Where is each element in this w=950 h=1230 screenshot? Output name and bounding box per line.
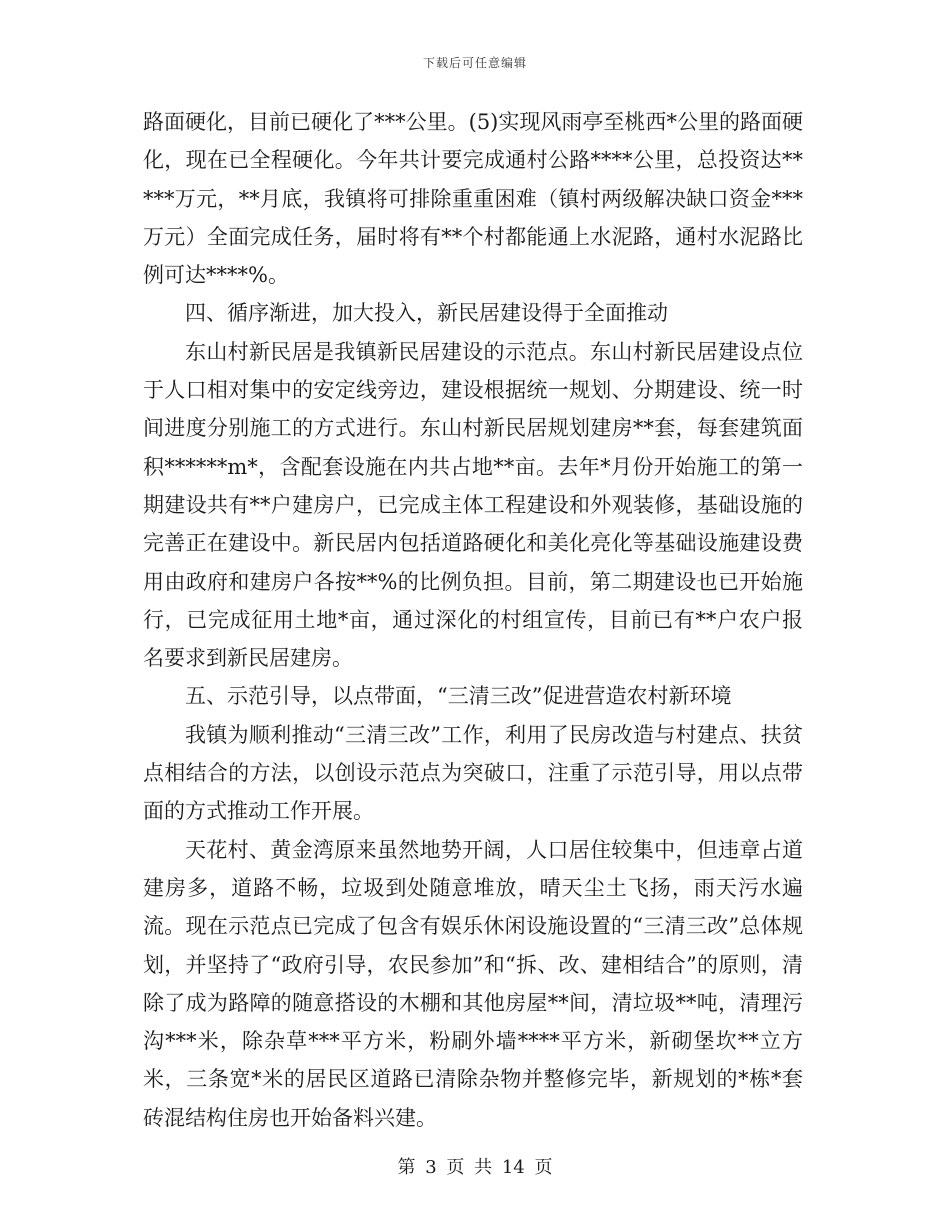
paragraph-demonstration-guidance: 我镇为顺利推动“三清三改”工作，利用了民房改造与村建点、扶贫点相结合的方法，以创设示范点为突破口，注重了示范引导，用以点带面的方式推动工作开展。 [143,722,803,824]
page-number: 第 3 页 共 14 页 [397,1157,553,1178]
paragraph-dongshan-village: 东山村新民居是我镇新民居建设的示范点。东山村新民居建设点位于人口相对集中的安定线旁边，建设根据统一规划、分期建设、统一时间进度分别施工的方式进行。东山村新民居规划建房**套，每套建筑面积******m*，含配套设施在内共占地**亩。去年*月份开始施工的第一期建设共有**户建房户，已完成主体工程建设和外观装修，基础设施的完善正在建设中。新民居内包括道路硬化和美化亮化等基础设施建设费用由政府和建房户各按**%的比例负担。目前，第二期建设也已开始施行，已完成征用土地*亩，通过深化的村组宣传，目前已有**户农户报名要求到新民居建房。 [143,339,803,671]
paragraph-tianhua-village: 天花村、黄金湾原来虽然地势开阔，人口居住较集中，但违章占道建房多，道路不畅，垃圾到处随意堆放，晴天尘土飞扬，雨天污水遍流。现在示范点已完成了包含有娱乐休闲设施设置的“三清三改”总体规划，并坚持了“政府引导，农民参加”和“拆、改、建相结合”的原则，清除了成为路障的随意搭设的木棚和其他房屋**间，清垃圾**吨，清理污沟***米，除杂草***平方米，粉刷外墙****平方米，新砌堡坎**立方米，三条宽*米的居民区道路已清除杂物并整修完毕，新规划的*栋*套砖混结构住房也开始备料兴建。 [143,837,803,1130]
section-heading-new-residence: 四、循序渐进，加大投入，新民居建设得于全面推动 [185,301,668,326]
section-heading-three-clean-three-reform: 五、示范引导，以点带面，“三清三改”促进营造农村新环境 [185,684,732,709]
paragraph-road-hardening: 路面硬化，目前已硬化了***公里。(5)实现风雨亭至桃西*公里的路面硬化，现在已全程硬化。今年共计要完成通村公路****公里，总投资达*****万元，**月底，我镇将可排除重重困难（镇村两级解决缺口资金***万元）全面完成任务，届时将有**个村都能通上水泥路，通村水泥路比例可达****%。 [143,110,803,288]
document-body [143,103,803,1137]
page-header: 下载后可任意编辑 [422,56,527,70]
